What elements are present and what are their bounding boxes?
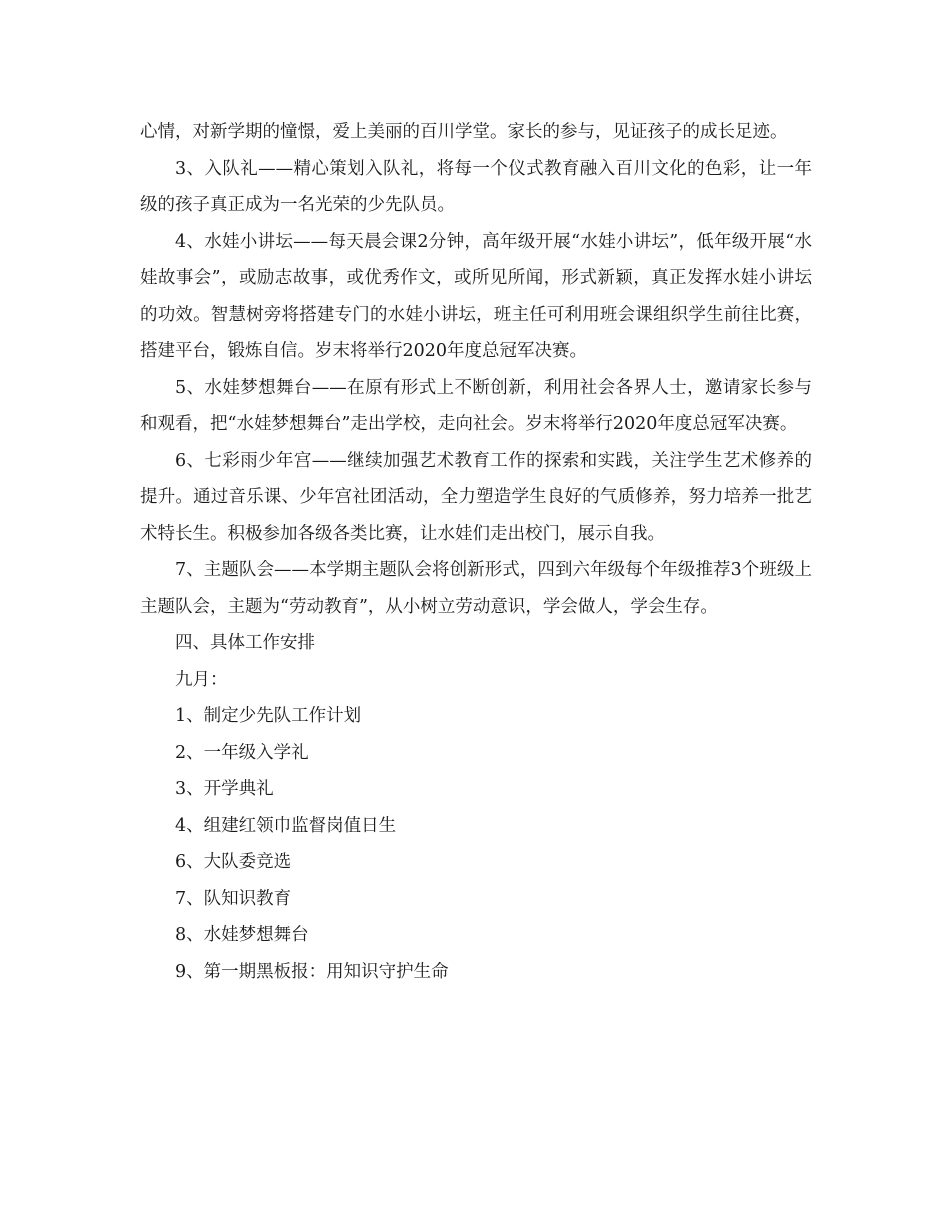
- paragraph-continuation: 心情，对新学期的憧憬，爱上美丽的百川学堂。家长的参与，见证孩子的成长足迹。: [140, 122, 788, 142]
- list-item: 8、水娃梦想舞台: [175, 925, 309, 945]
- list-item: 2、一年级入学礼: [175, 742, 309, 763]
- paragraph-induction-ceremony: 3、入队礼——精心策划入队礼，将每一个仪式教育融入百川文化的色彩，让一年级的孩子真正成为一名光荣的少先队员。: [140, 158, 812, 215]
- paragraph-dream-stage: 5、水娃梦想舞台——在原有形式上不断创新，利用社会各界人士，邀请家长参与和观看，把“水娃梦想舞台”走出学校，走向社会。岁末将举行2020年度总冠军决赛。: [140, 377, 812, 434]
- document-page: [140, 114, 812, 990]
- list-item: 1、制定少先队工作计划: [175, 706, 362, 726]
- task-list: [140, 698, 812, 990]
- section-heading: 四、具体工作安排: [175, 633, 315, 653]
- list-item: 7、队知识教育: [175, 888, 292, 909]
- paragraph-theme-meeting: 7、主题队会——本学期主题队会将创新形式，四到六年级每个年级推荐3个班级上主题队会，主题为“劳动教育”，从小树立劳动意识，学会做人，学会生存。: [140, 560, 812, 617]
- list-item: 4、组建红领巾监督岗值日生: [175, 815, 397, 836]
- month-label: 九月：: [175, 669, 228, 690]
- list-item: 6、大队委竞选: [175, 852, 292, 872]
- list-item: 3、开学典礼: [175, 779, 274, 799]
- paragraph-youth-palace: 6、七彩雨少年宫——继续加强艺术教育工作的探索和实践，关注学生艺术修养的提升。通过音乐课、少年宫社团活动，全力塑造学生良好的气质修养，努力培养一批艺术特长生。积极参加各级各类比赛，让水娃们走出校门，展示自我。: [140, 450, 812, 544]
- paragraph-lecture-forum: 4、水娃小讲坛——每天晨会课2分钟，高年级开展“水娃小讲坛”，低年级开展“水娃故事会”，或励志故事，或优秀作文，或所见所闻，形式新颖，真正发挥水娃小讲坛的功效。智慧树旁将搭建专门的水娃小讲坛，班主任可利用班会课组织学生前往比赛，搭建平台，锻炼自信。岁末将举行2020年度总冠军决赛。: [140, 231, 812, 361]
- list-item: 9、第一期黑板报：用知识守护生命: [175, 961, 449, 982]
